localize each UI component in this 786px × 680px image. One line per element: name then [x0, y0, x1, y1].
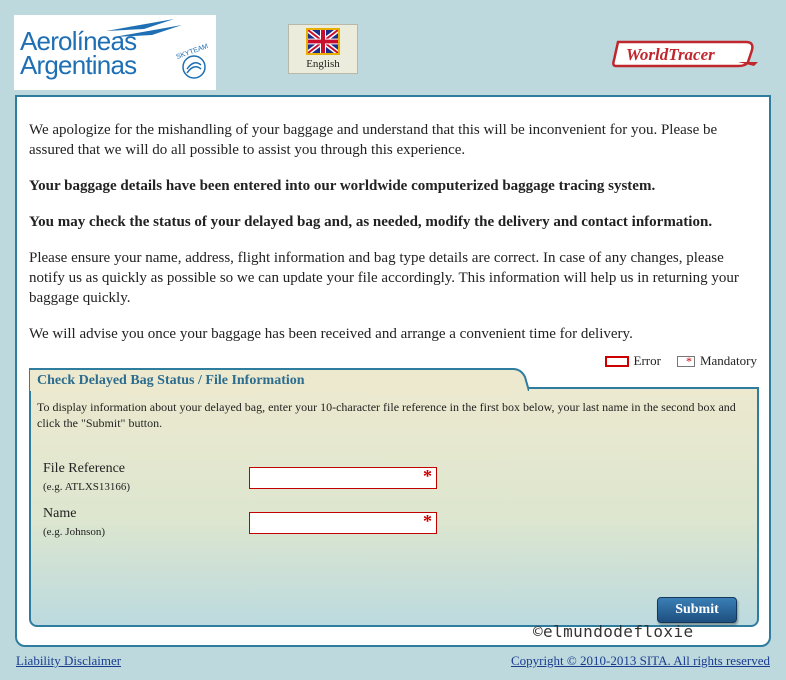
liability-disclaimer-link[interactable]: Liability Disclaimer — [16, 653, 122, 668]
error-indicator-icon — [605, 356, 629, 367]
skyteam-label: SKYTEAM — [175, 43, 210, 62]
intro-text — [29, 120, 759, 360]
language-english-button[interactable] — [288, 24, 358, 74]
name-label — [43, 506, 105, 540]
intro-ensure: Please ensure your name, address, flight information and bag type details are correct. In case of any changes, please notify us as quickly as possible so we can update your file accordingly. This information will help us in returning your baggage quickly. — [29, 250, 739, 306]
file-reference-label — [43, 461, 130, 495]
legend-mandatory: Mandatory — [699, 353, 757, 368]
skyteam-icon — [174, 41, 214, 85]
intro-apology: We apologize for the mishandling of your baggage and understand that this will be inconvenient for you. Please be assured that we will do all possible to assist you through this experience. — [29, 122, 718, 158]
legend-error: Error — [633, 353, 661, 368]
file-reference-required-mark: * — [423, 466, 432, 486]
intro-advise: We will advise you once your baggage has been received and arrange a convenient time for delivery. — [29, 326, 633, 342]
file-reference-input[interactable] — [249, 467, 437, 489]
watermark: ©elmundodefloxie — [533, 622, 694, 641]
main-panel — [15, 95, 771, 647]
language-label: English — [306, 58, 340, 70]
submit-button[interactable]: Submit — [657, 597, 737, 623]
name-hint: (e.g. Johnson) — [43, 526, 106, 538]
field-legend — [605, 353, 757, 369]
worldtracer-logo — [612, 36, 762, 70]
name-required-mark: * — [423, 511, 432, 531]
bag-status-form — [29, 373, 759, 627]
name-input[interactable] — [249, 512, 437, 534]
file-reference-hint: (e.g. ATLXS13166) — [43, 481, 131, 493]
airline-name-line2: Argentinas — [20, 50, 137, 80]
mandatory-indicator-icon — [677, 356, 695, 367]
worldtracer-label: WorldTracer — [626, 45, 715, 64]
airline-name — [20, 26, 180, 80]
name-label-text: Name — [43, 506, 77, 521]
file-reference-label-text: File Reference — [43, 461, 126, 476]
airline-name-line1: Aerolíneas — [20, 26, 137, 56]
form-title: Check Delayed Bag Status / File Information — [37, 373, 305, 388]
copyright-link[interactable]: Copyright © 2010-2013 SITA. All rights reserved — [510, 653, 770, 668]
uk-flag-icon — [306, 28, 340, 55]
intro-check-status: You may check the status of your delayed bag and, as needed, modify the delivery and contact information. — [29, 214, 713, 230]
intro-entered: Your baggage details have been entered into our worldwide computerized baggage tracing system. — [29, 178, 656, 194]
form-help-text: To display information about your delayed bag, enter your 10-character file reference in the first box below, your last name in the second box and click the "Submit" button. — [37, 400, 736, 430]
airline-logo — [14, 15, 216, 90]
